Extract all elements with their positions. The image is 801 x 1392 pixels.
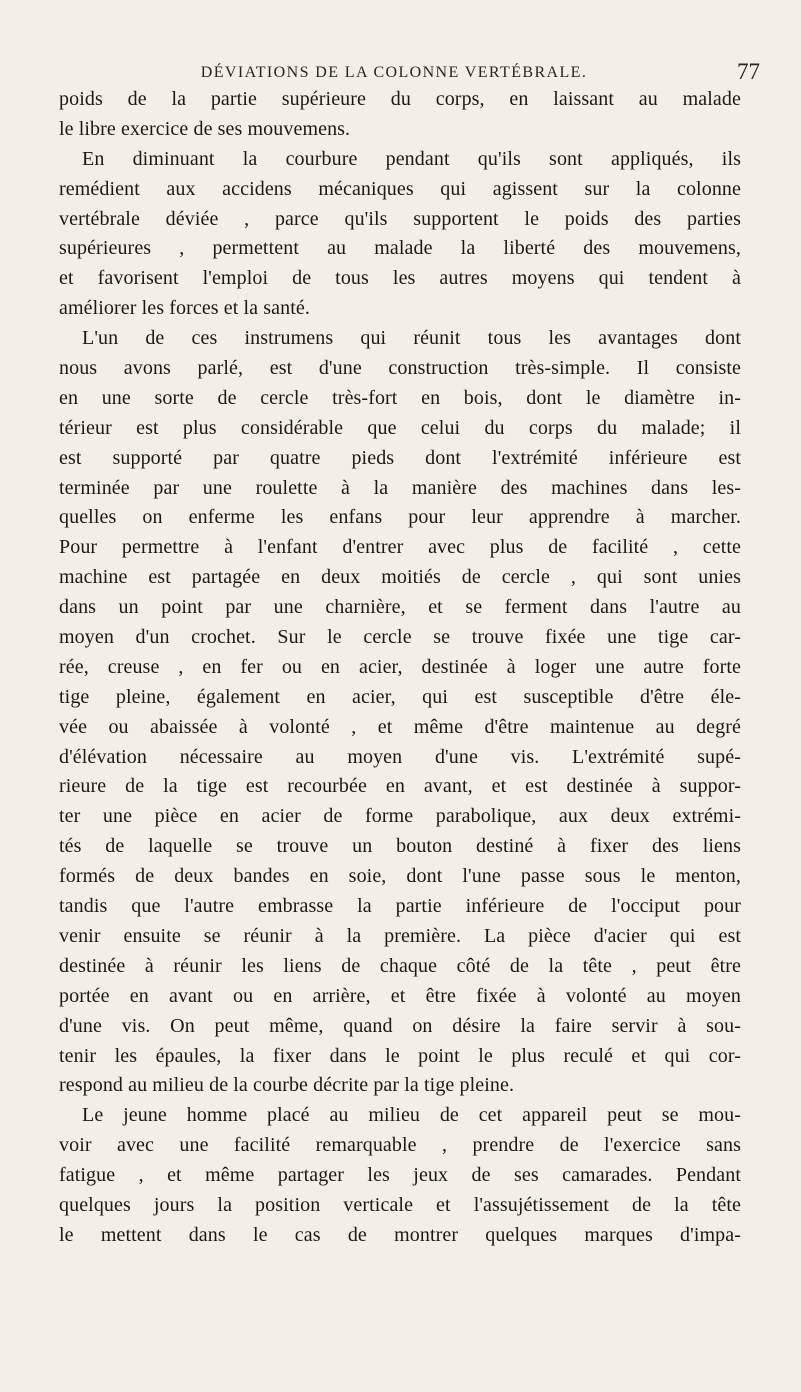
text-line: fatigue , et même partager les jeux de ses camarades. Pendant xyxy=(59,1164,741,1187)
text-line: vertébrale déviée , parce qu'ils supportent le poids des parties xyxy=(59,207,741,230)
text-line: tenir les épaules, la fixer dans le point le plus reculé et qui cor- xyxy=(59,1044,741,1067)
text-line: en une sorte de cercle très-fort en bois, dont le diamètre in- xyxy=(59,386,741,409)
text-line: machine est partagée en deux moitiés de cercle , qui sont unies xyxy=(59,566,741,589)
text-line: terminée par une roulette à la manière des machines dans les- xyxy=(59,476,741,499)
text-line: venir ensuite se réunir à la première. La pièce d'acier qui est xyxy=(59,924,741,947)
text-line: d'élévation nécessaire au moyen d'une vis. L'extrémité supé- xyxy=(59,745,741,768)
text-line: quelles on enferme les enfans pour leur apprendre à marcher. xyxy=(59,506,741,529)
text-line: voir avec une facilité remarquable , prendre de l'exercice sans xyxy=(59,1134,741,1157)
text-line: tige pleine, également en acier, qui est susceptible d'être éle- xyxy=(59,685,741,708)
text-line: améliorer les forces et la santé. xyxy=(59,297,310,320)
text-line: remédient aux accidens mécaniques qui agissent sur la colonne xyxy=(59,177,741,200)
text-line: L'un de ces instrumens qui réunit tous les avantages dont xyxy=(82,327,741,350)
text-line: térieur est plus considérable que celui du corps du malade; il xyxy=(59,416,741,439)
text-line: Le jeune homme placé au milieu de cet appareil peut se mou- xyxy=(82,1104,741,1127)
text-line: formés de deux bandes en soie, dont l'une passe sous le menton, xyxy=(59,865,741,888)
text-line: moyen d'un crochet. Sur le cercle se trouve fixée une tige car- xyxy=(59,626,741,649)
text-line: dans un point par une charnière, et se ferment dans l'autre au xyxy=(59,596,741,619)
text-line: est supporté par quatre pieds dont l'extrémité inférieure est xyxy=(59,446,741,469)
text-line: poids de la partie supérieure du corps, en laissant au malade xyxy=(59,88,741,110)
text-line: Pour permettre à l'enfant d'entrer avec plus de facilité , cette xyxy=(59,536,741,559)
text-line: et favorisent l'emploi de tous les autres moyens qui tendent à xyxy=(59,267,741,290)
text-line: En diminuant la courbure pendant qu'ils sont appliqués, ils xyxy=(82,147,741,170)
text-line: portée en avant ou en arrière, et être fixée à volonté au moyen xyxy=(59,984,741,1007)
text-line: tés de laquelle se trouve un bouton destiné à fixer des liens xyxy=(59,835,741,858)
text-line: d'une vis. On peut même, quand on désire la faire servir à sou- xyxy=(59,1014,741,1037)
text-line: vée ou abaissée à volonté , et même d'être maintenue au degré xyxy=(59,715,741,738)
text-line: supérieures , permettent au malade la liberté des mouvemens, xyxy=(59,237,741,260)
text-line: le mettent dans le cas de montrer quelques marques d'impa- xyxy=(59,1223,741,1246)
text-line: ter une pièce en acier de forme parabolique, aux deux extrémi- xyxy=(59,805,741,828)
page-number: 77 xyxy=(737,59,760,84)
chapter-title: DÉVIATIONS DE LA COLONNE VERTÉBRALE. xyxy=(200,64,588,81)
body-text xyxy=(59,85,741,1251)
text-line: rieure de la tige est recourbée en avant, et est destinée à suppor- xyxy=(59,775,741,798)
text-line: le libre exercice de ses mouvemens. xyxy=(59,117,351,140)
text-line: respond au milieu de la courbe décrite par la tige pleine. xyxy=(59,1074,515,1097)
text-line: destinée à réunir les liens de chaque côté de la tête , peut être xyxy=(59,954,741,977)
text-line: nous avons parlé, est d'une construction très-simple. Il consiste xyxy=(59,357,741,380)
text-line: quelques jours la position verticale et l'assujétissement de la tête xyxy=(59,1193,741,1216)
text-line: tandis que l'autre embrasse la partie inférieure de l'occiput pour xyxy=(59,895,741,918)
text-line: rée, creuse , en fer ou en acier, destinée à loger une autre forte xyxy=(59,655,741,678)
